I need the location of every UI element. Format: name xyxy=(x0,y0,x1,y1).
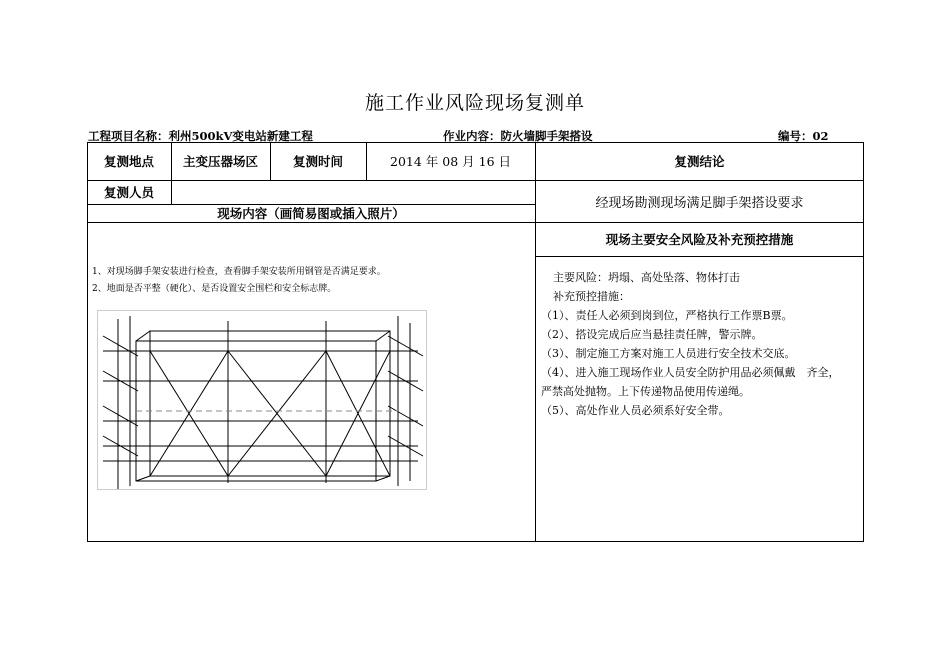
risk-line: 主要风险：坍塌、高处坠落、物体打击 xyxy=(553,271,740,284)
location-value: 主变压器场区 xyxy=(182,154,258,169)
risk-line: （2）、搭设完成后应当悬挂责任牌，警示牌。 xyxy=(541,328,763,341)
time-value: 2014 年 08 月 16 日 xyxy=(390,154,511,169)
personnel-label: 复测人员 xyxy=(103,185,154,200)
personnel-value xyxy=(171,180,535,204)
site-note: 2、地面是否平整（硬化）、是否设置安全围栏和安全标志牌。 xyxy=(92,284,337,294)
conclusion-label: 复测结论 xyxy=(674,154,725,169)
project-name: 工程项目名称：利州500kV变电站新建工程 xyxy=(88,129,313,143)
document-title: 施工作业风险现场复测单 xyxy=(364,92,585,114)
risk-line: （5）、高处作业人员必须系好安全带。 xyxy=(541,404,730,417)
location-label: 复测地点 xyxy=(103,154,154,169)
row-divider xyxy=(87,222,535,223)
risk-line: （1）、责任人必须到岗到位，严格执行工作票B票。 xyxy=(541,309,793,322)
scaffold-drawing xyxy=(98,311,428,491)
work-content: 作业内容：防火墙脚手架搭设 xyxy=(443,129,593,143)
risk-line: （4）、进入施工现场作业人员安全防护用品必须佩戴 齐全， xyxy=(541,366,840,379)
risk-line: （3）、制定施工方案对施工人员进行安全技术交底。 xyxy=(541,347,796,360)
risk-measures xyxy=(541,268,861,420)
risk-line: 严禁高处抛物。上下传递物品使用传递绳。 xyxy=(541,385,750,398)
site-note: 1、对现场脚手架安装进行检查，查看脚手架安装所用钢管是否满足要求。 xyxy=(92,267,386,277)
time-label: 复测时间 xyxy=(292,154,343,169)
document-number: 编号：02 xyxy=(778,129,829,143)
risk-header: 现场主要安全风险及补充预控措施 xyxy=(605,232,794,247)
site-content-label: 现场内容（画简易图或插入照片） xyxy=(217,206,405,221)
conclusion-text: 经现场勘测现场满足脚手架搭设要求 xyxy=(595,195,804,211)
row-divider xyxy=(535,256,864,257)
risk-line: 补充预控措施： xyxy=(553,290,630,303)
site-notes xyxy=(92,264,386,298)
scaffold-sketch xyxy=(97,310,427,490)
